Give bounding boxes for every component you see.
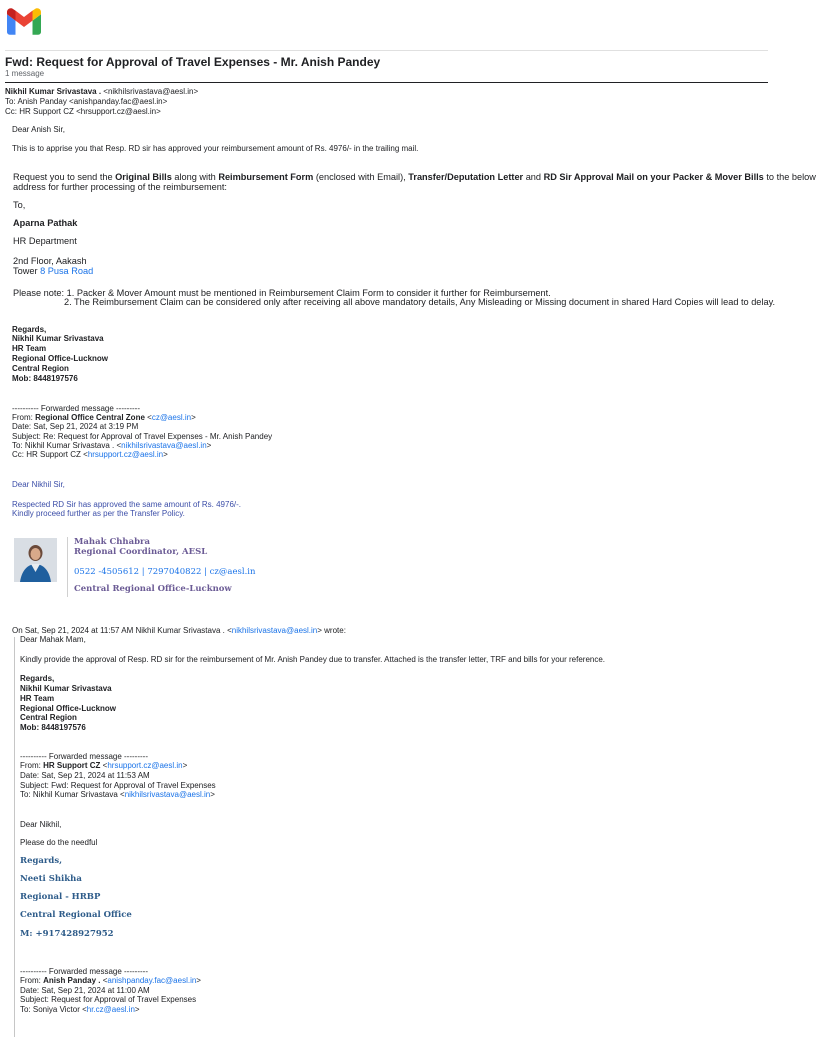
email-link[interactable]: hr.cz@aesl.in (86, 1005, 135, 1014)
address-dept: HR Department (13, 236, 77, 246)
note-1: Please note: 1. Packer & Mover Amount must be mentioned in Reimbursement Claim Form to consider it further for Reimbursement. (13, 288, 551, 298)
card-contact: 0522 -4505612 | 7297040822 | cz@aesl.in (74, 567, 256, 577)
to-line: To: Anish Panday <anishpanday.fac@aesl.in> (5, 97, 168, 106)
avatar (14, 538, 57, 582)
forward-to: To: Soniya Victor <hr.cz@aesl.in> (20, 1005, 140, 1014)
sig-line: Neeti Shikha (20, 874, 82, 884)
quote-greeting: Dear Mahak Mam, (20, 635, 86, 644)
sig-line: Mob: 8448197576 (12, 374, 78, 383)
card-name: Mahak Chhabra (74, 537, 151, 547)
sig-line: Nikhil Kumar Srivastava (12, 334, 104, 343)
signature-divider (67, 537, 68, 597)
sig-line: Mob: 8448197576 (20, 723, 86, 732)
address-tower: Tower 8 Pusa Road (13, 266, 94, 276)
sig-line: M: +917428927952 (20, 929, 114, 939)
reply-body-1: Respected RD Sir has approved the same amount of Rs. 4976/-. (12, 500, 242, 509)
fwd2-greeting: Dear Nikhil, (20, 820, 62, 829)
sig-line: Regional - HRBP (20, 892, 101, 902)
note-2: 2. The Reimbursement Claim can be considered only after receiving all above mandatory details, Any Misleading or Missing document in shared Hard Copies will lead to delay. (64, 297, 776, 307)
sig-line: Central Region (20, 713, 77, 722)
card-office: Central Regional Office-Lucknow (74, 584, 232, 594)
email-link[interactable]: nikhilsrivastava@aesl.in (231, 626, 318, 635)
intro-text: This is to apprise you that Resp. RD sir has approved your reimbursement amount of Rs. 4976/- in the trailing mail. (12, 144, 419, 153)
forward-from: From: Regional Office Central Zone <cz@aesl.in> (12, 413, 196, 422)
sig-line: Regional Office-Lucknow (20, 704, 117, 713)
sender-email: <nikhilsrivastava@aesl.in> (103, 87, 199, 96)
forward-to: To: Nikhil Kumar Srivastava <nikhilsrivastava@aesl.in> (20, 790, 215, 799)
greeting: Dear Anish Sir, (12, 125, 65, 134)
subject-divider (5, 82, 768, 83)
email-link[interactable]: nikhilsrivastava@aesl.in (124, 790, 211, 799)
reply-greeting: Dear Nikhil Sir, (12, 480, 65, 489)
message-count: 1 message (5, 69, 45, 78)
sig-line: Regards, (12, 325, 47, 334)
forward-divider: ---------- Forwarded message --------- (12, 404, 140, 413)
sig-line: Nikhil Kumar Srivastava (20, 684, 112, 693)
request-paragraph: Request you to send the Original Bills along with Reimbursement Form (enclosed with Email), Transfer/Deputation Letter and RD Sir Approval Mail on your Packer & Mover Bills to the below (13, 172, 816, 182)
forward-date: Date: Sat, Sep 21, 2024 at 3:19 PM (12, 422, 139, 431)
sig-line: Regards, (20, 856, 63, 866)
cc-line: Cc: HR Support CZ <hrsupport.cz@aesl.in> (5, 107, 161, 116)
forward-date: Date: Sat, Sep 21, 2024 at 11:00 AM (20, 986, 150, 995)
forward-divider: ---------- Forwarded message --------- (20, 967, 148, 976)
forward-from: From: Anish Panday . <anishpanday.fac@aesl.in> (20, 976, 201, 985)
forward-date: Date: Sat, Sep 21, 2024 at 11:53 AM (20, 771, 150, 780)
email-link[interactable]: cz@aesl.in (151, 413, 192, 422)
email-link[interactable]: anishpanday.fac@aesl.in (107, 976, 197, 985)
forward-subject: Subject: Fwd: Request for Approval of Travel Expenses (20, 781, 216, 790)
forward-divider: ---------- Forwarded message --------- (20, 752, 148, 761)
sig-line: Regional Office-Lucknow (12, 354, 109, 363)
email-link[interactable]: hrsupport.cz@aesl.in (107, 761, 183, 770)
email-subject: Fwd: Request for Approval of Travel Expenses - Mr. Anish Pandey (5, 55, 381, 69)
address-name: Aparna Pathak (13, 218, 78, 228)
forward-cc: Cc: HR Support CZ <hrsupport.cz@aesl.in> (12, 450, 168, 459)
sig-line: HR Team (20, 694, 55, 703)
quote-bar (14, 637, 15, 1037)
gmail-logo-icon (7, 8, 41, 36)
sender-name: Nikhil Kumar Srivastava . (5, 87, 102, 96)
forward-subject: Subject: Re: Request for Approval of Travel Expenses - Mr. Anish Pandey (12, 432, 273, 441)
address-road-link[interactable]: 8 Pusa Road (40, 266, 94, 276)
person-photo-icon (14, 538, 57, 582)
sig-line: Regards, (20, 674, 55, 683)
sig-line: Central Region (12, 364, 69, 373)
email-link[interactable]: nikhilsrivastava@aesl.in (121, 441, 207, 450)
email-link[interactable]: hrsupport.cz@aesl.in (87, 450, 164, 459)
fwd2-body: Please do the needful (20, 838, 98, 847)
request-paragraph-line2: address for further processing of the reimbursement: (13, 182, 227, 192)
quote-body: Kindly provide the approval of Resp. RD sir for the reimbursement of Mr. Anish Pandey due to transfer. Attached is the transfer letter, TRF and bills for your reference. (20, 655, 606, 664)
address-floor: 2nd Floor, Aakash (13, 256, 87, 266)
card-title: Regional Coordinator, AESL (74, 547, 208, 557)
to-label: To, (13, 200, 26, 210)
reply-body-2: Kindly proceed further as per the Transfer Policy. (12, 509, 185, 518)
header-divider (5, 50, 768, 51)
forward-from: From: HR Support CZ <hrsupport.cz@aesl.in> (20, 761, 188, 770)
sig-line: HR Team (12, 344, 47, 353)
forward-subject: Subject: Request for Approval of Travel Expenses (20, 995, 197, 1004)
sender-line (5, 87, 198, 96)
forward-to: To: Nikhil Kumar Srivastava . <nikhilsrivastava@aesl.in> (12, 441, 212, 450)
quote-attribution: On Sat, Sep 21, 2024 at 11:57 AM Nikhil Kumar Srivastava . <nikhilsrivastava@aesl.in> wrote: (12, 626, 346, 635)
sig-line: Central Regional Office (20, 910, 132, 920)
